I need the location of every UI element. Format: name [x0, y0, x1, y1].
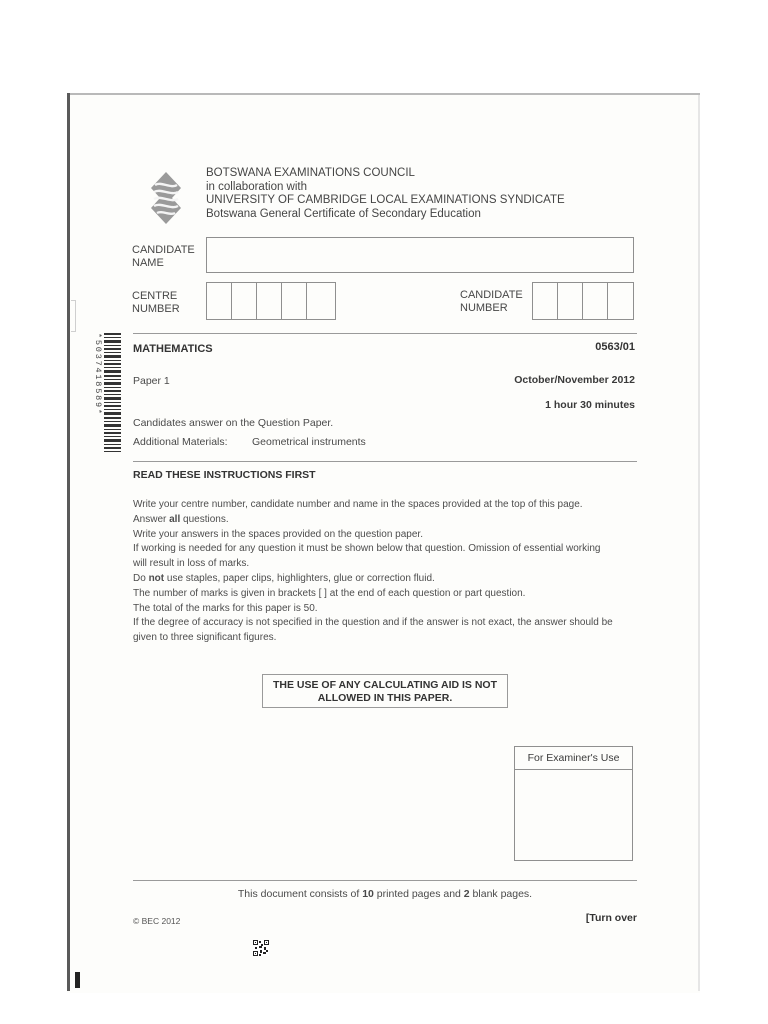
syllabus-code: 0563/01	[595, 341, 635, 353]
materials-label: Additional Materials:	[133, 436, 228, 448]
candidate-name-field[interactable]	[206, 237, 634, 273]
bec-logo-icon	[147, 170, 185, 226]
digit-cell[interactable]	[282, 283, 307, 319]
instruction-line: Write your centre number, candidate number and name in the spaces provided at the top of this page.	[133, 499, 583, 510]
turn-over-note: [Turn over	[585, 912, 637, 924]
qr-code-icon	[253, 940, 269, 956]
instruction-line: given to three significant figures.	[133, 632, 277, 644]
margin-notch	[71, 300, 76, 332]
corner-mark	[75, 972, 80, 988]
exam-duration: 1 hour 30 minutes	[545, 399, 635, 411]
exam-session: October/November 2012	[514, 374, 635, 386]
header-line-3: UNIVERSITY OF CAMBRIDGE LOCAL EXAMINATIONS SYNDICATE	[206, 194, 565, 206]
page-left-edge	[67, 93, 70, 991]
page-right-edge	[698, 95, 700, 991]
candidate-number-label: CANDIDATE NUMBER	[460, 289, 523, 314]
paper-number: Paper 1	[133, 375, 170, 387]
materials-value: Geometrical instruments	[252, 436, 366, 448]
subject-title: MATHEMATICS	[133, 343, 213, 355]
digit-cell[interactable]	[558, 283, 583, 319]
digit-cell[interactable]	[608, 283, 633, 319]
divider-line	[133, 880, 637, 881]
copyright-notice: © BEC 2012	[133, 916, 181, 926]
instruction-line: Write your answers in the spaces provided on the question paper.	[133, 528, 423, 540]
digit-cell[interactable]	[232, 283, 257, 319]
instruction-line: If the degree of accuracy is not specified in the question and if the answer is not exact, the answer should be	[133, 617, 613, 629]
barcode-number: *5037418589*	[93, 333, 103, 416]
instruction-line: The total of the marks for this paper is 50.	[133, 602, 318, 614]
instruction-line: The number of marks is given in brackets [ ] at the end of each question or part question.	[133, 587, 526, 599]
candidate-number-field[interactable]	[532, 282, 634, 320]
header-line-2: in collaboration with	[206, 180, 308, 193]
instructions-title: READ THESE INSTRUCTIONS FIRST	[133, 469, 316, 481]
digit-cell[interactable]	[207, 283, 232, 319]
instruction-line: Do not use staples, paper clips, highlighters, glue or correction fluid.	[133, 572, 435, 584]
instructions-list	[133, 498, 643, 646]
digit-cell[interactable]	[583, 283, 608, 319]
digit-cell[interactable]	[307, 283, 332, 319]
examiner-use-header: For Examiner's Use	[515, 747, 632, 770]
examiner-use-box	[514, 746, 633, 861]
answer-note: Candidates answer on the Question Paper.	[133, 417, 334, 429]
digit-cell[interactable]	[257, 283, 282, 319]
exam-board-header	[206, 167, 565, 221]
header-line-4: Botswana General Certificate of Secondary Education	[206, 207, 481, 220]
instruction-line: Answer all questions.	[133, 513, 229, 525]
header-line-1: BOTSWANA EXAMINATIONS COUNCIL	[206, 167, 415, 179]
calculator-notice: THE USE OF ANY CALCULATING AID IS NOT ALLOWED IN THIS PAPER.	[262, 674, 508, 708]
instruction-line: will result in loss of marks.	[133, 558, 250, 570]
centre-number-label: CENTRE NUMBER	[132, 290, 180, 315]
divider-line	[133, 461, 637, 462]
digit-cell[interactable]	[533, 283, 558, 319]
candidate-name-label: CANDIDATE NAME	[132, 244, 195, 269]
instruction-line: If working is needed for any question it must be shown below that question. Omission of essential working	[133, 543, 601, 555]
divider-line	[133, 333, 637, 334]
centre-number-field[interactable]	[206, 282, 336, 320]
page-count-note: This document consists of 10 printed pages and 2 blank pages.	[237, 888, 533, 900]
